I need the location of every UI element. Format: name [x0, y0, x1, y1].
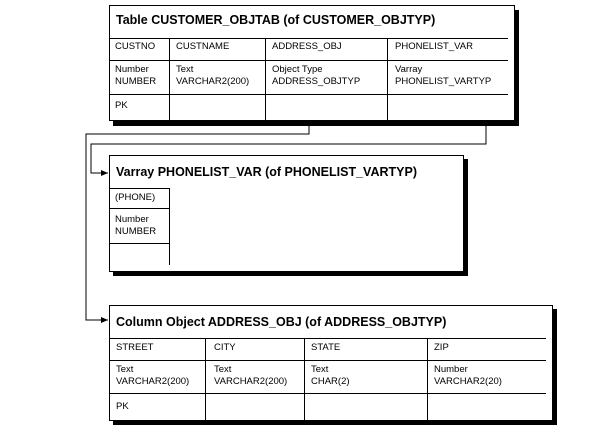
varray-col-divider: [169, 188, 170, 265]
column-object-name-divider: [110, 360, 546, 361]
custname-type-label: Text: [176, 64, 194, 75]
column-header-state: STATE: [311, 342, 341, 353]
column-header-zip: ZIP: [434, 342, 449, 353]
column-header-address-obj: ADDRESS_OBJ: [272, 41, 342, 52]
column-object-arrowhead: [101, 317, 108, 323]
column-object-col-divider-1: [205, 338, 206, 420]
varray-arrowhead: [101, 170, 108, 176]
column-object-title: Column Object ADDRESS_OBJ (of ADDRESS_OBJTYP): [116, 315, 447, 329]
customer-col-divider-1: [169, 38, 170, 120]
street-primary-key: PK: [116, 401, 129, 412]
column-header-phone: (PHONE): [115, 192, 156, 203]
zip-type-label: Number: [434, 364, 468, 375]
column-header-custno: CUSTNO: [115, 41, 156, 52]
street-datatype: VARCHAR2(200): [116, 376, 190, 387]
custno-type-label: Number: [115, 64, 149, 75]
state-datatype: CHAR(2): [311, 376, 350, 387]
column-object-type-divider: [110, 393, 546, 394]
column-object-col-divider-2: [304, 338, 305, 420]
street-type-label: Text: [116, 364, 134, 375]
varray-box: [109, 155, 464, 272]
phone-type-label: Number: [115, 214, 149, 225]
phonelist-var-datatype: PHONELIST_VARTYP: [395, 76, 492, 87]
phone-datatype: NUMBER: [115, 226, 157, 237]
custname-datatype: VARCHAR2(200): [176, 76, 250, 87]
column-object-box: [109, 305, 553, 421]
city-type-label: Text: [214, 364, 232, 375]
varray-type-divider: [110, 243, 170, 244]
zip-datatype: VARCHAR2(20): [434, 376, 502, 387]
column-header-street: STREET: [116, 342, 154, 353]
column-header-custname: CUSTNAME: [176, 41, 230, 52]
customer-col-divider-3: [387, 38, 388, 120]
state-type-label: Text: [311, 364, 329, 375]
column-header-city: CITY: [214, 342, 236, 353]
varray-name-divider: [110, 208, 170, 209]
city-datatype: VARCHAR2(200): [214, 376, 288, 387]
phonelist-var-type-label: Varray: [395, 64, 423, 75]
customer-table-title: Table CUSTOMER_OBJTAB (of CUSTOMER_OBJTYP): [116, 13, 436, 27]
customer-table-box: [109, 5, 515, 121]
varray-title: Varray PHONELIST_VAR (of PHONELIST_VARTYP): [116, 165, 417, 179]
customer-col-divider-2: [265, 38, 266, 120]
custno-primary-key: PK: [115, 100, 128, 111]
column-object-col-divider-3: [427, 338, 428, 420]
custno-datatype: NUMBER: [115, 76, 157, 87]
address-obj-type-label: Object Type: [272, 64, 323, 75]
address-obj-datatype: ADDRESS_OBJTYP: [272, 76, 361, 87]
varray-header-divider: [110, 188, 170, 189]
column-object-header-divider: [110, 338, 546, 339]
column-header-phonelist-var: PHONELIST_VAR: [395, 41, 473, 52]
